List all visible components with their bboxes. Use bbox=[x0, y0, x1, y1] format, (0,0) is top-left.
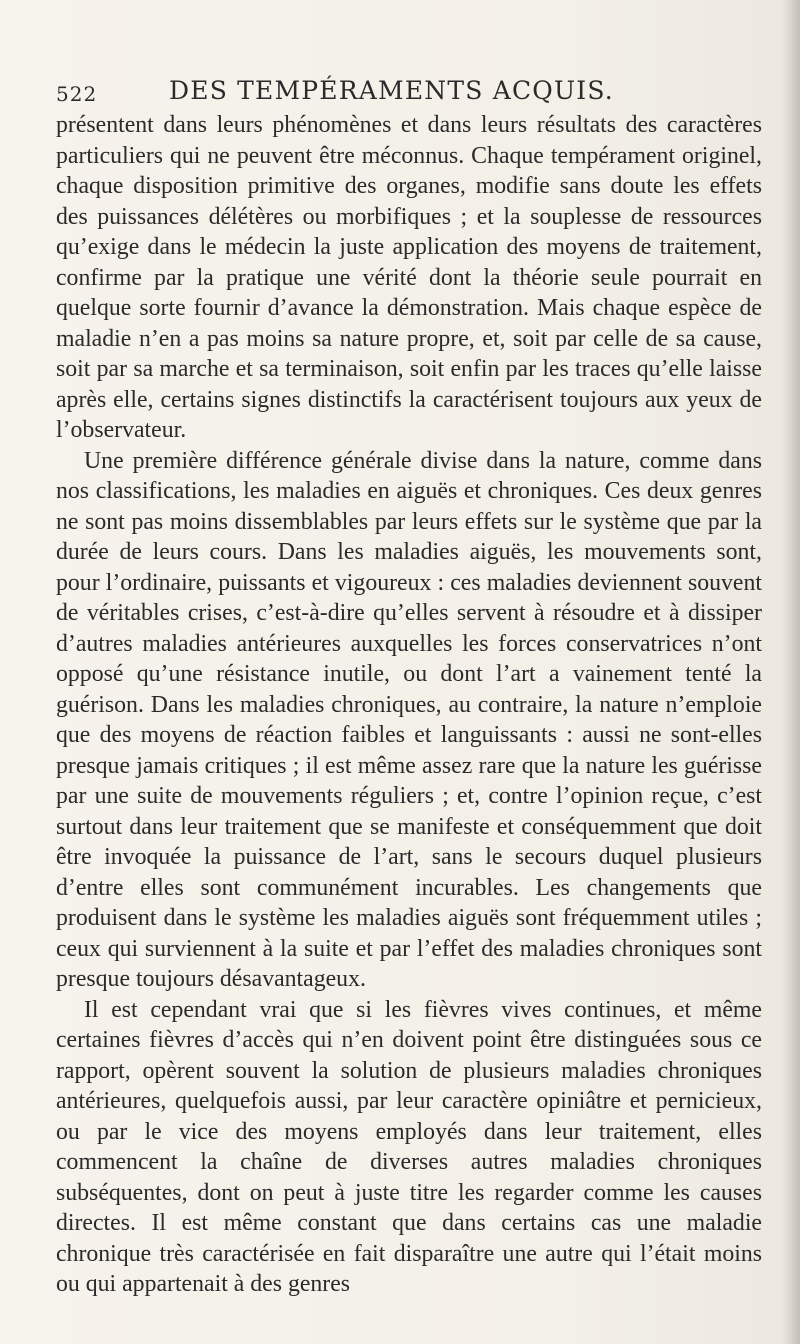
page-edge-shadow bbox=[782, 0, 800, 1344]
paragraph-1: présentent dans leurs phénomènes et dans leurs résultats des caractères particuliers qui ne peuvent être méconnus. Chaque tempérament originel, chaque disposition primitive des organes, modifie sans doute les effets des puissances délétères ou morbifiques ; et la souplesse de ressources qu’exige dans le médecin la juste application des moyens de traitement, confirme par la pratique une vérité dont la théorie seule pourrait en quelque sorte fournir d’avance la démonstration. Mais chaque espèce de maladie n’en a pas moins sa nature propre, et, soit par celle de sa cause, soit par sa marche et sa terminaison, soit enfin par les traces qu’elle laisse après elle, certains signes distinctifs la caractérisent toujours aux yeux de l’observateur. bbox=[56, 112, 762, 443]
page-number: 522 bbox=[56, 82, 98, 106]
paragraph-2: Une première différence générale divise dans la nature, comme dans nos classifications, les maladies en aiguës et chroniques. Ces deux genres ne sont pas moins dissemblables par leurs effets sur le système que par la durée de leurs cours. Dans les maladies aiguës, les mouvements sont, pour l’ordinaire, puissants et vigoureux : ces maladies deviennent souvent de véritables crises, c’est-à-dire qu’elles servent à résoudre et à dissiper d’autres maladies antérieures auxquelles les forces conservatrices n’ont opposé qu’une résistance inutile, ou dont l’art a vainement tenté la guérison. Dans les maladies chroniques, au contraire, la nature n’emploie que des moyens de réaction faibles et languissants : aussi ne sont-elles presque jamais critiques ; il est même assez rare que la nature les guérisse par une suite de mouvements réguliers ; et, contre l’opinion reçue, c’est surtout dans leur traitement que se manifeste et conséquemment que doit être invoquée la puissance de l’art, sans le secours duquel plusieurs d’entre elles sont communément incurables. Les changements que produisent dans le système les maladies aiguës sont fréquemment utiles ; ceux qui surviennent à la suite et par l’effet des maladies chroniques sont presque toujours désavantageux. bbox=[56, 447, 762, 992]
paragraph-3: Il est cependant vrai que si les fièvres vives continues, et même certaines fièvres d’accès qui n’en doivent point être distinguées sous ce rapport, opèrent souvent la solution de plusieurs maladies chroniques antérieures, quelquefois aussi, par leur caractère opiniâtre et pernicieux, ou par le vice des moyens employés dans leur traitement, elles commencent la chaîne de diverses autres maladies chroniques subséquentes, dont on peut à juste titre les regarder comme les causes directes. Il est même constant que dans certains cas une maladie chronique très caractérisée en fait disparaître une autre qui l’était moins ou qui appartenait à des genres bbox=[56, 996, 762, 1297]
running-title: DES TEMPÉRAMENTS ACQUIS. bbox=[169, 76, 614, 105]
text-block bbox=[56, 110, 762, 1300]
running-head bbox=[56, 76, 756, 110]
